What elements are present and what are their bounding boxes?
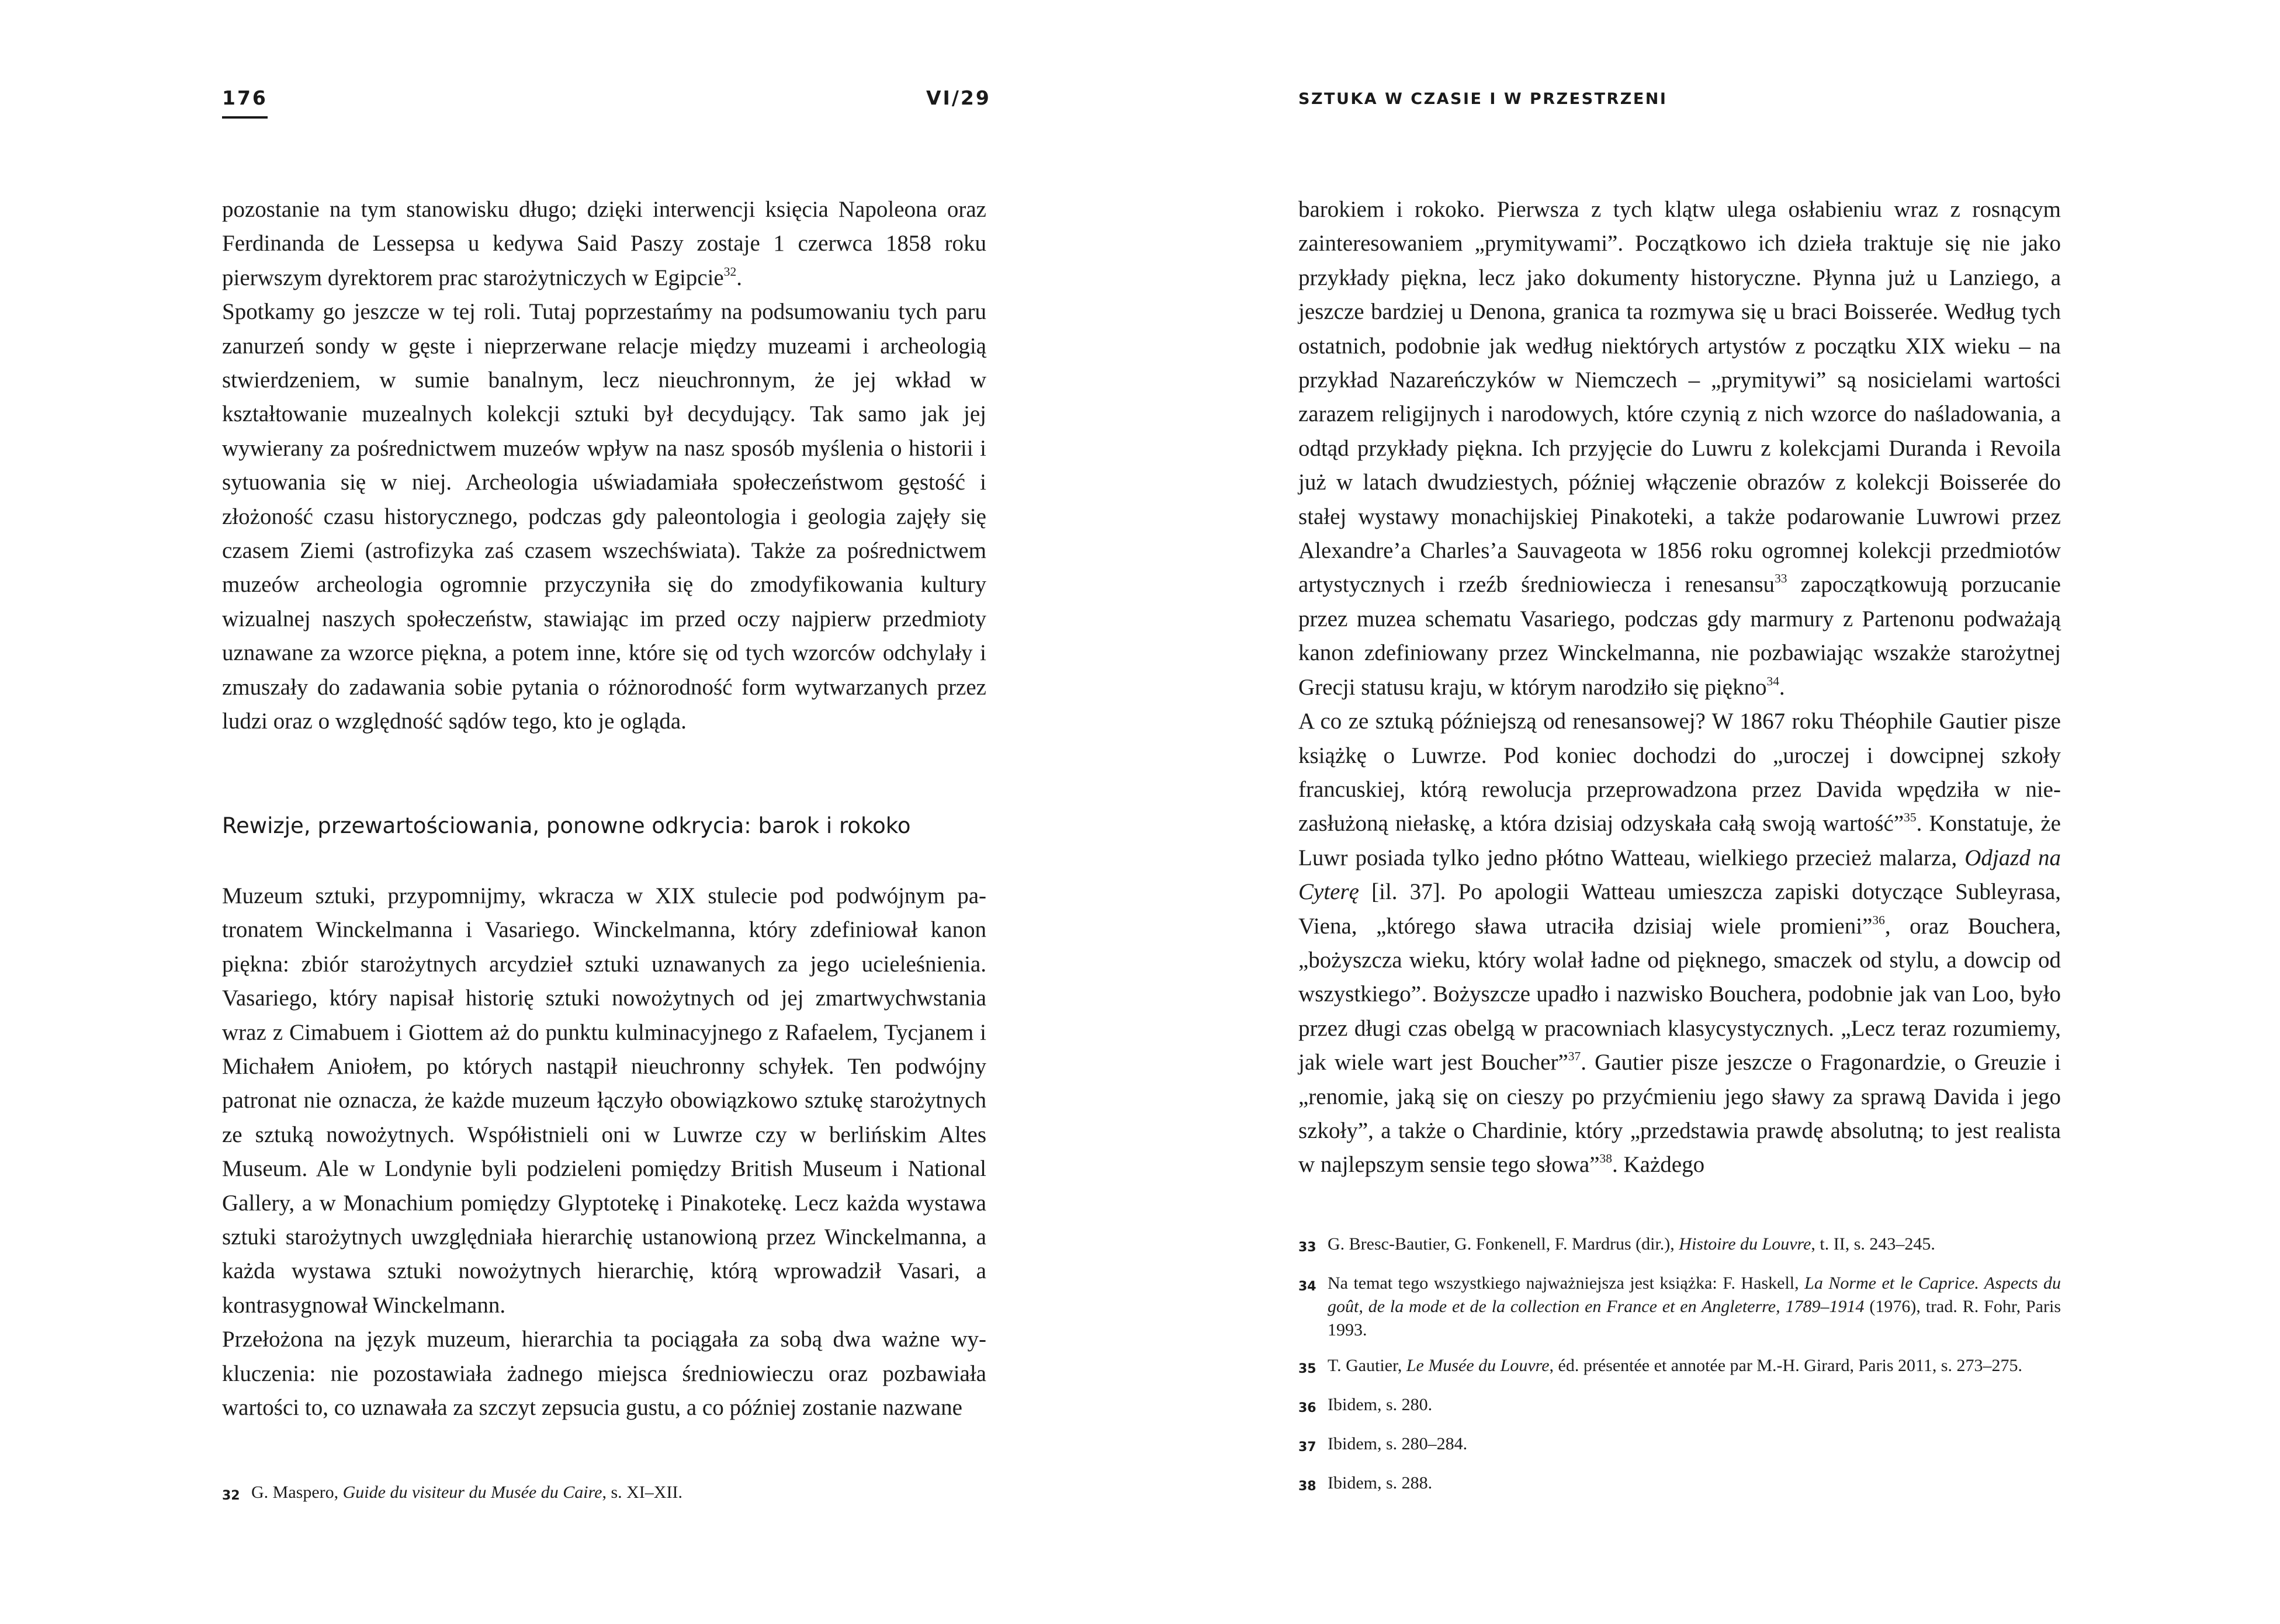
footnote-ref-37[interactable]: 37 xyxy=(1568,1049,1581,1064)
footnote-ref-36[interactable]: 36 xyxy=(1872,912,1885,927)
left-body-bottom xyxy=(222,879,986,1425)
left-body-top xyxy=(222,193,986,739)
footnote-number: 34 xyxy=(1298,1279,1316,1294)
footnote-number: 32 xyxy=(222,1488,240,1503)
left-paragraph-4: Przełożona na język muzeum, hierarchia ta pociągała za sobą dwa ważne wykluczenia: nie pozostawiała żadnego miejsca średniowieczu oraz pozbawiała wartości to, co uznawała za szczyt zepsucia gustu, a co później zostanie nazwane xyxy=(222,1327,986,1421)
footnote-number: 35 xyxy=(1298,1362,1316,1376)
footnote-number: 37 xyxy=(1298,1440,1316,1455)
left-paragraph-3: Muzeum sztuki, przypomnijmy, wkracza w XIX stulecie pod podwójnym patronatem Winckelmanna i Vasariego. Winckelmanna, który zdefiniował kanon piękna: zbiór starożytnych arcydzieł sztuki uznawanych za jego ucieleśnienia. Vasariego, który napisał historię sztuki nowożytnych od jej zmartwychwstania wraz z Cimabuem i Giottem aż do punktu kulminacyjnego z Rafaelem, Tycjanem i Michałem Aniołem, po których nastąpił nieuchronny schyłek. Ten podwójny patronat nie oznacza, że każde muzeum łączyło obowiązkowo sztukę starożytnych ze sztuką nowożytnych. Współistnieli oni w Luwrze czy w berlińskim Altes Museum. Ale w Londynie byli podzieleni pomiędzy British Museum i National Gallery, a w Monachium pomiędzy Glyptotekę i Pinakotekę. Lecz każda wystawa sztuki starożytnych uwzględniała hierarchię ustanowioną przez Winckelmanna, a każda wystawa sztuki nowożytnych hierarchię, którą wprowadził Vasari, a kontrasygnował Winckelmann. xyxy=(222,883,986,1318)
footnote-number: 36 xyxy=(1298,1401,1316,1415)
footnote-text: Na temat tego wszystkiego najważniejsza jest książka: F. Haskell, La Norme et le Caprice. Aspects du goût, de la mode et de la collection en France et en Angleterre, 1789–1914 (1976), trad. R. Fohr, Paris 1993. xyxy=(1328,1273,2061,1340)
right-page xyxy=(1140,0,2280,1624)
footnote-text: G. Bresc-Bautier, G. Fonkenell, F. Mardrus (dir.), Histoire du Louvre, t. II, s. 243–245. xyxy=(1328,1234,1935,1254)
right-body xyxy=(1298,193,2061,1182)
footnote-text: G. Maspero, Guide du visiteur du Musée du Caire, s. XI–XII. xyxy=(251,1483,682,1502)
footnote-ref-33[interactable]: 33 xyxy=(1775,571,1787,586)
right-paragraph-2: A co ze sztuką późniejszą od renesansowej? W 1867 roku Théophile Gautier pisze książkę o Luwrze. Pod koniec dochodzi do „uroczej i dowcipnej szkoły francuskiej, którą rewolucja przeprowadzona przez Davida wpędziła w niezasłużoną niełaskę, a która dzisiaj odzyskała całą swoją wartość”$^{35}$. Konstatuje, że Luwr posiada tylko jedno płótno Watteau, wielkiego przecież malarza, Odjazd na Cyterę [il. 37]. Po apologii Watteau umieszcza zapiski dotyczące Subleyrasa, Viena, „którego sława utraciła dzisiaj wiele promieni”$^{36}$, oraz Bouchera, „bożyszcza wieku, który wolał ładne od pięknego, smaczek od stylu, a dowcip od wszystkiego”. Bożyszcze upadło i nazwisko Bouchera, podobnie jak van Loo, było przez długi czas obelgą w pracowniach klasycystycznych. „Lecz teraz rozumiemy, jak wiele wart jest Boucher”$^{37}$. Gautier pisze jeszcze o Fragonardzie, o Greuzie i „renomie, jaką się on cieszy po przyćmieniu jego sławy za sprawą Davida i jego szkoły”, a także o Chardinie, który „przedstawia prawdę absolutną; to jest realista w najlepszym sensie tego słowa”$^{38}$. Każdego xyxy=(1298,709,2061,1178)
right-paragraph-1: barokiem i rokoko. Pierwsza z tych klątw ulega osłabieniu wraz z rosnącym zainteresowaniem „prymitywami”. Początkowo ich dzieła traktuje się nie jako przykłady piękna, lecz jako dokumenty historyczne. Płynna już u Lanziego, a jeszcze bardziej u Denona, granica ta rozmywa się u braci Boisserée. Według tych ostatnich, podobnie jak według niektórych artystów z początku XIX wieku – na przykład Nazareńczyków w Niemczech – „prymitywi” są nosicielami wartości zarazem religijnych i narodowych, które czynią z nich wzorce do naśladowania, a odtąd przykłady piękna. Ich przyjęcie do Luwru z kolekcjami Duranda i Revoila już w latach dwudziestych, później włączenie obrazów z kolekcji Boisserée do stałej wystawy monachijskiej Pinakoteki, a także podarowanie Luwrowi przez Alexandre’a Charles’a Sauvageota w 1856 roku ogromnej kolekcji przedmiotów artystycznych i rzeźb średniowiecza i renesansu$^{33}$ zapoczątkowują porzucanie przez muzea schematu Vasariego, podczas gdy marmury z Partenonu podważają kanon zdefiniowany przez Winckelmanna, nie pozbawiając wszakże starożytnej Grecji statusu kraju, w którym narodziło się piękno$^{34}$. xyxy=(1298,197,2061,700)
left-paragraph-1: pozostanie na tym stanowisku długo; dzięki interwencji księcia Napoleona oraz Ferdinanda de Lessepsa u kedywa Said Paszy zostaje 1 czerwca 1858 roku pierwszym dyrektorem prac starożytniczych w Egipcie$^{32}$. xyxy=(222,197,986,290)
footnote-32 xyxy=(222,1481,986,1508)
footnote-34 xyxy=(1298,1272,2061,1342)
footnote-number: 33 xyxy=(1298,1240,1316,1255)
footnote-35 xyxy=(1298,1354,2061,1381)
left-footnotes xyxy=(222,1481,986,1520)
page-number: 176 xyxy=(222,86,268,119)
left-paragraph-2: Spotkamy go jeszcze w tej roli. Tutaj poprzestańmy na podsumowaniu tych paru zanurzeń sondy w gęste i nieprzerwane relacje między muzeami i archeologią stwierdzeniem, w sumie banalnym, lecz nieuchronnym, że jej wkład w kształtowanie muzealnych kolekcji sztuki był decydujący. Tak samo jak jej wywierany za pośrednictwem muzeów wpływ na nasz sposób myślenia o historii i sytuowania się w niej. Archeologia uświadamiała społeczeństwom gęstość i złożoność czasu historycznego, podczas gdy paleontologia i geologia zajęły się czasem Ziemi (astrofizyka zaś czasem wszechświata). Także za pośrednictwem muzeów archeologia ogromnie przyczyniła się do zmodyfikowania kultury wizualnej naszych społeczeństw, stawiając im przed oczy najpierw przedmioty uznawane za wzorce piękna, a potem inne, które się od tych wzorców odchylały i zmuszały do zadawania sobie pytania o różnorodność form wytwarzanych przez ludzi oraz o względność sądów tego, kto je ogląda. xyxy=(222,299,986,734)
right-footnotes xyxy=(1298,1233,2061,1511)
footnote-ref-34[interactable]: 34 xyxy=(1766,674,1779,688)
footnote-text: Ibidem, s. 280. xyxy=(1328,1395,1433,1414)
section-subheading: Rewizje, przewartościowania, ponowne odkrycia: barok i rokoko xyxy=(222,813,911,838)
footnote-ref-32[interactable]: 32 xyxy=(723,264,737,279)
footnote-text: Ibidem, s. 280–284. xyxy=(1328,1434,1468,1453)
footnote-37 xyxy=(1298,1432,2061,1459)
footnote-38 xyxy=(1298,1472,2061,1498)
footnote-ref-38[interactable]: 38 xyxy=(1599,1151,1612,1166)
footnote-33 xyxy=(1298,1233,2061,1259)
footnote-text: T. Gautier, Le Musée du Louvre, éd. présentée et annotée par M.-H. Girard, Paris 2011, s. 273–275. xyxy=(1328,1356,2023,1375)
footnote-number: 38 xyxy=(1298,1479,1316,1494)
footnote-text: Ibidem, s. 288. xyxy=(1328,1473,1433,1493)
running-section-title: SZTUKA W CZASIE I W PRZESTRZENI xyxy=(1298,90,1668,108)
footnote-36 xyxy=(1298,1393,2061,1420)
volume-number: VI/29 xyxy=(926,86,991,109)
footnote-ref-35[interactable]: 35 xyxy=(1904,810,1917,825)
